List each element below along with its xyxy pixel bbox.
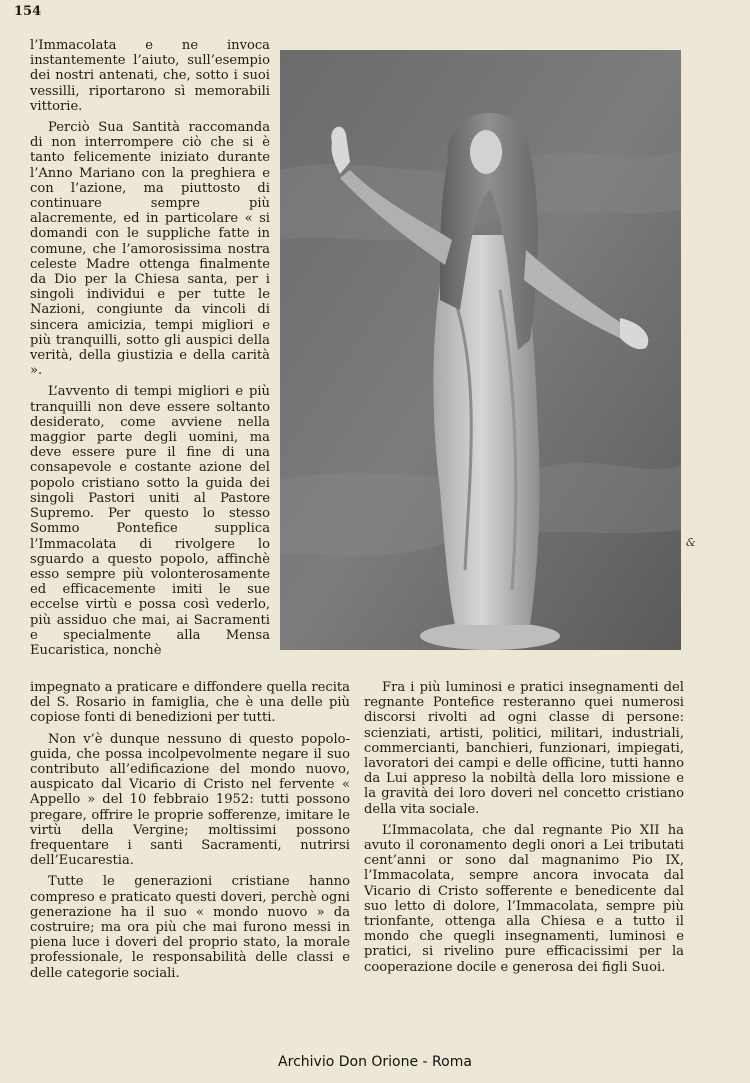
paragraph: Perciò Sua Santità raccomanda di non interrompere ciò che si è tanto felicemente iniziato durante l’Anno Mariano con la preghiera e con l’azione, ma piuttosto di continuare sempre più alacremente, ed in particolare « si domandi con le suppliche fatte in comune, che l’amorosissima nostra celeste Madre ottenga finalmente da Dio per la Chiesa santa, per i singoli individui e per tutte le Nazioni, congiunte da vincoli di sincera amicizia, tempi migliori e più tranquilli, sotto gli auspici della verità, della giustizia e della carità ».: [30, 120, 270, 379]
page-number: 154: [14, 4, 42, 19]
paragraph: L’Immacolata, che dal regnante Pio XII ha avuto il coronamento degli onori a Lei tributati cent’anni or sono dal magnanimo Pio IX, l’Immacolata, sempre ancora invocata dal Vicario di Cristo sofferente e benedicente dal suo letto di dolore, l’Immacolata, sempre più trionfante, ottenga alla Chiesa e a tutto il mondo che quegli insegnamenti, luminosi e pratici, si rivelino pure efficacissimi per la cooperazione docile e generosa dei figli Suoi.: [364, 822, 684, 975]
margin-mark: &: [686, 536, 696, 549]
paragraph: Non v’è dunque nessuno di questo popolo-guida, che possa incolpevolmente negare il suo contributo all’edificazione del mondo nuovo, auspicato dal Vicario di Cristo nel fervente « Appello » del 10 febbraio 1952: tutti possono pregare, offrire le proprie sofferenze, imitare le virtù della Vergine; moltissimi possono frequentare i santi Sacramenti, nutrirsi dell’Eucarestia.: [30, 731, 350, 869]
left-column-top: [30, 38, 270, 664]
paragraph: Tutte le generazioni cristiane hanno compreso e praticato questi doveri, perchè ogni generazione ha il suo « mondo nuovo » da costruire; ma ora più che mai furono messi in piena luce i doveri del proprio stato, la morale professionale, le responsabilità delle classi e delle categorie sociali.: [30, 874, 350, 981]
statue-icon: [280, 50, 681, 650]
right-column-bottom: [364, 680, 684, 981]
left-column-bottom: [30, 680, 350, 987]
paragraph: L’avvento di tempi migliori e più tranquilli non deve essere soltanto desiderato, come avviene nella maggior parte degli uomini, ma deve essere pure il fine di una consapevole e costante azione del popolo cristiano sotto la guida dei singoli Pastori uniti al Pastore Supremo. Per questo lo stesso Sommo Pontefice supplica l’Immacolata di rivolgere lo sguardo a questo popolo, affinchè esso sempre più volonterosamente ed efficacemente imiti le sue eccelse virtù e possa così vederlo, più assiduo che mai, ai Sacramenti e specialmente alla Mensa Eucaristica, nonchè: [30, 384, 270, 658]
paragraph: impegnato a praticare e diffondere quella recita del S. Rosario in famiglia, che è una delle più copiose fonti di benedizioni per tutti.: [30, 680, 350, 726]
madonna-statue-photo: [280, 50, 681, 650]
archive-footer: Archivio Don Orione - Roma: [278, 1054, 472, 1070]
paragraph: l’Immacolata e ne invoca instantemente l’aiuto, sull’esempio dei nostri antenati, che, sotto i suoi vessilli, riportarono sì memorabili vittorie.: [30, 38, 270, 114]
paragraph: Fra i più luminosi e pratici insegnamenti del regnante Pontefice resteranno quei numerosi discorsi rivolti ad ogni classe di persone: scienziati, artisti, politici, militari, industriali, commercianti, banchieri, funzionari, impiegati, lavoratori dei campi e delle officine, tutti hanno da Lui appreso la nobiltà della loro missione e la gravità dei loro doveri nel concetto cristiano della vita sociale.: [364, 680, 684, 817]
